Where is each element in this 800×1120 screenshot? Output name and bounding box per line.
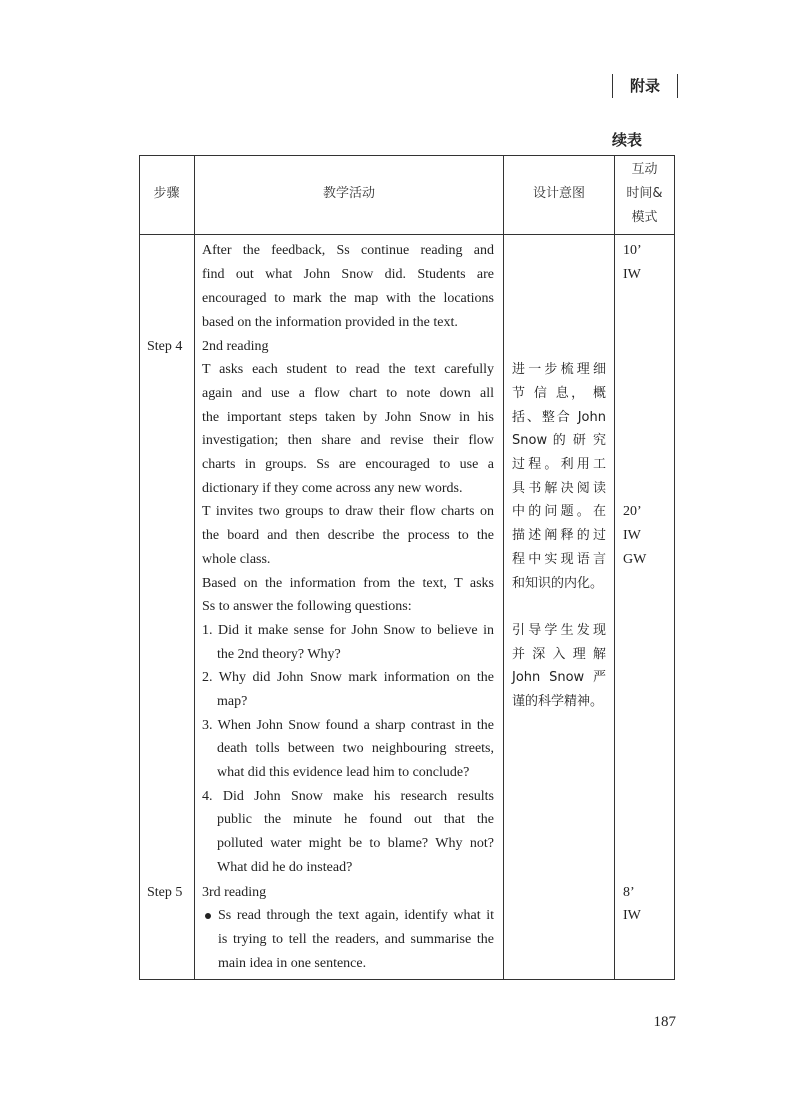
intent-line: 和知识的内化。 <box>512 576 604 591</box>
time-value: 8’ <box>623 885 635 900</box>
time-value: 10’ <box>623 243 642 258</box>
intent-line: 进一步梳理细 <box>512 362 606 377</box>
header-step <box>139 155 194 233</box>
mode-value: IW <box>623 267 641 282</box>
column-divider-1 <box>194 155 195 980</box>
activity-line: 2. Why did John Snow mark information on the <box>202 670 494 685</box>
table-border-left <box>139 155 140 980</box>
column-divider-2 <box>503 155 504 980</box>
intent-line: 并 深 入 理 解 <box>512 647 606 662</box>
activity-line: the important steps taken by John Snow in his <box>202 410 494 425</box>
activity-line: find out what John Snow did. Students are <box>202 267 494 282</box>
intent-line: 中的问题。在 <box>512 504 606 519</box>
running-header: 附录 <box>612 74 678 98</box>
intent-line: 描述阐释的过 <box>512 528 606 543</box>
activity-line: whole class. <box>202 552 271 567</box>
activity-line: polluted water might be to blame? Why not? <box>217 836 494 851</box>
header-time-mode <box>615 155 674 233</box>
activity-line: main idea in one sentence. <box>218 956 367 971</box>
activity-line: investigation; then share and revise their flow <box>202 433 494 448</box>
time-value: 20’ <box>623 504 642 519</box>
intent-line: 节 信 息， 概 <box>512 386 606 401</box>
bullet-icon <box>205 913 211 919</box>
activity-line: charts in groups. Ss are encouraged to use a <box>202 457 494 472</box>
activity-line: T invites two groups to draw their flow charts on <box>202 504 494 519</box>
intent-line: John Snow 严 <box>512 670 606 685</box>
mode-value: IW <box>623 908 641 923</box>
activity-line: Based on the information from the text, T asks <box>202 576 494 591</box>
step-label: Step 4 <box>147 339 183 354</box>
mode-value: IW <box>623 528 641 543</box>
activity-line: T asks each student to read the text carefully <box>202 362 494 377</box>
activity-line: Ss read through the text again, identify what it <box>218 908 494 923</box>
header-activity <box>195 155 503 233</box>
activity-line: encouraged to mark the map with the locations <box>202 291 494 306</box>
continued-label: 续表 <box>612 131 643 149</box>
activity-line: based on the information provided in the text. <box>202 315 458 330</box>
header-intent-label: 设计意图 <box>532 186 585 201</box>
activity-line: is trying to tell the readers, and summarise the <box>218 932 494 947</box>
header-time-mode-line: 互动 <box>631 162 658 177</box>
activity-line: map? <box>217 694 248 709</box>
activity-line: After the feedback, Ss continue reading and <box>202 243 494 258</box>
intent-line: 程中实现语言 <box>512 552 606 567</box>
lesson-table <box>139 155 675 980</box>
intent-line: 具书解决阅读 <box>512 481 606 496</box>
mode-value: GW <box>623 552 647 567</box>
activity-line: public the minute he found out that the <box>217 812 494 827</box>
activity-line: what did this evidence lead him to conclude? <box>217 765 470 780</box>
activity-line: Ss to answer the following questions: <box>202 599 412 614</box>
intent-line: 过程。利用工 <box>512 457 606 472</box>
activity-line: 2nd reading <box>202 339 269 354</box>
header-activity-label: 教学活动 <box>322 186 375 201</box>
activity-line: What did he do instead? <box>217 860 353 875</box>
intent-line: 谨的科学精神。 <box>512 694 604 709</box>
activity-line: again and use a flow chart to note down all <box>202 386 494 401</box>
activity-line: 1. Did it make sense for John Snow to believe in <box>202 623 494 638</box>
header-time-mode-line: 时间& <box>626 186 663 201</box>
table-border-right <box>674 155 675 980</box>
activity-line: death tolls between two neighbouring streets, <box>217 741 494 756</box>
activity-line: 3rd reading <box>202 885 267 900</box>
step-label: Step 5 <box>147 885 183 900</box>
header-step-label: 步骤 <box>153 186 180 201</box>
intent-line: 括、整合 John <box>512 410 606 425</box>
column-divider-3 <box>614 155 615 980</box>
activity-line: the board and then describe the process to the <box>202 528 494 543</box>
intent-line: Snow 的 研 究 <box>512 433 606 448</box>
intent-line: 引导学生发现 <box>512 623 606 638</box>
table-border-bottom <box>139 979 675 980</box>
activity-line: 4. Did John Snow make his research results <box>202 789 494 804</box>
header-time-mode-line: 模式 <box>631 210 658 225</box>
activity-line: 3. When John Snow found a sharp contrast in the <box>202 718 494 733</box>
activity-line: dictionary if they come across any new words. <box>202 481 463 496</box>
activity-line: the 2nd theory? Why? <box>217 647 341 662</box>
page-number: 187 <box>653 1014 676 1030</box>
header-divider <box>139 234 675 235</box>
header-intent <box>504 155 614 233</box>
